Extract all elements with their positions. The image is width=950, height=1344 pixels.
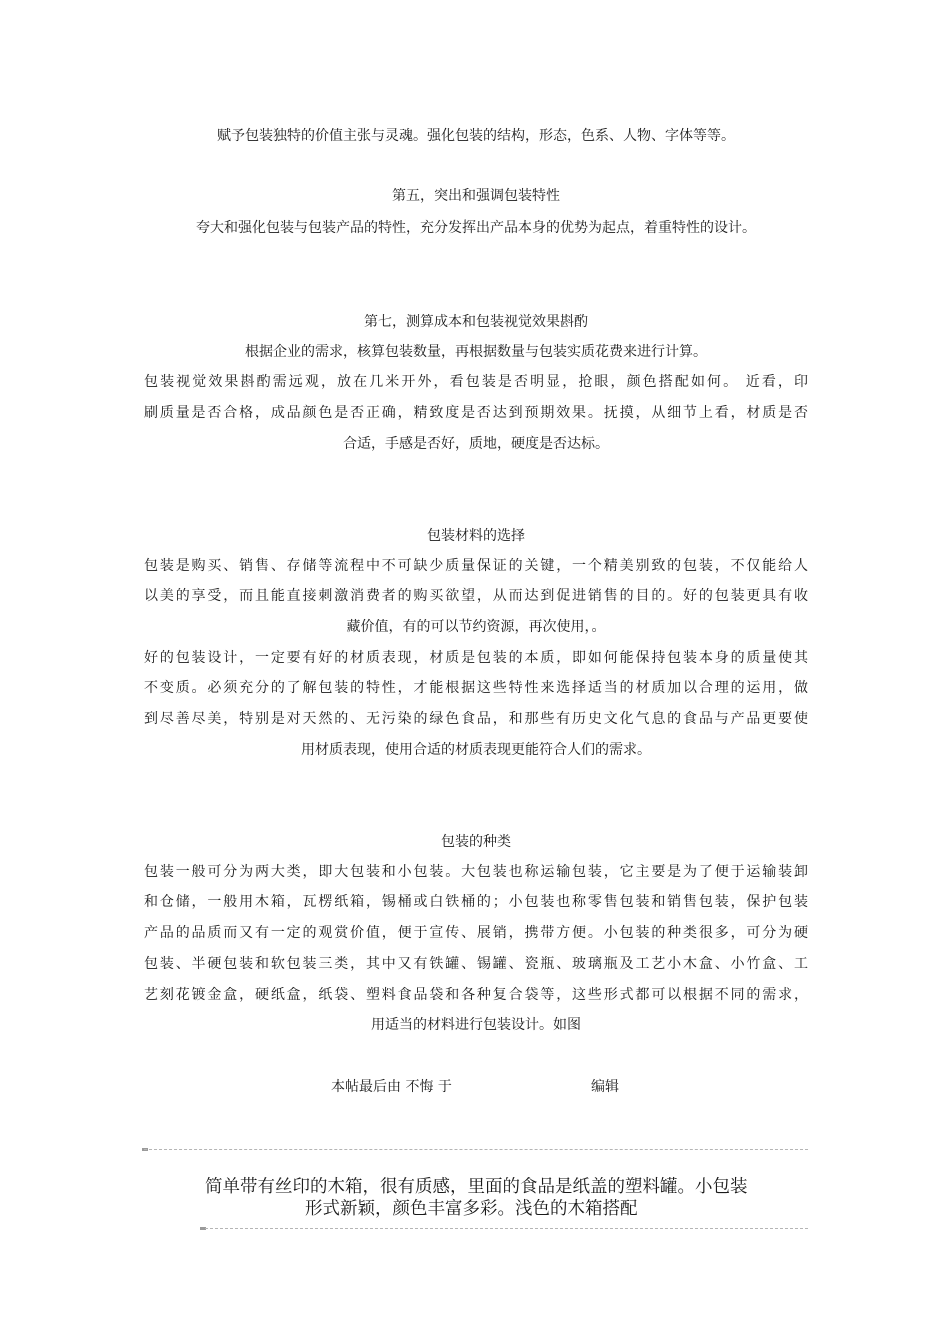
caption-line: 形式新颖，颜色丰富多彩。浅色的木箱搭配 <box>305 1199 638 1219</box>
types-line: 产品的品质而又有一定的观赏价值，便于宣传、展销，携带方便。小包装的种类很多，可分为硬 <box>144 925 808 941</box>
intro-line: 赋予包装独特的价值主张与灵魂。强化包装的结构，形态，色系、人物、字体等等。 <box>217 128 735 144</box>
materials-line: 包装是购买、销售、存储等流程中不可缺少质量保证的关键，一个精美别致的包装，不仅能给人 <box>144 558 808 574</box>
section-seven-heading: 第七，测算成本和包装视觉效果斟酌 <box>364 314 588 330</box>
section-seven-line: 合适，手感是否好，质地，硬度是否达标。 <box>343 436 609 452</box>
section-seven-line: 根据企业的需求，核算包装数量，再根据数量与包装实质花费来进行计算。 <box>245 344 707 360</box>
types-heading: 包装的种类 <box>441 834 511 850</box>
types-line: 用适当的材料进行包装设计。如图 <box>371 1017 581 1033</box>
caption-line: 简单带有丝印的木箱，很有质感，里面的食品是纸盖的塑料罐。小包装 <box>205 1177 748 1197</box>
materials-line: 到尽善尽美，特别是对天然的、无污染的绿色食品，和那些有历史文化气息的食品与产品更要使 <box>144 711 808 727</box>
section-five-body: 夸大和强化包装与包装产品的特性，充分发挥出产品本身的优势为起点，着重特性的设计。 <box>196 220 756 236</box>
types-line: 和仓储，一般用木箱，瓦楞纸箱，锡桶或白铁桶的；小包装也称零售包装和销售包装，保护包装 <box>144 894 808 910</box>
types-line: 艺刻花镀金盒，硬纸盒，纸袋、塑料食品袋和各种复合袋等，这些形式都可以根据不同的需求， <box>144 987 808 1003</box>
types-line: 包装一般可分为两大类，即大包装和小包装。大包装也称运输包装，它主要是为了便于运输装卸 <box>144 864 808 880</box>
edit-note-action: 编辑 <box>591 1079 619 1095</box>
caption-bottom-divider <box>205 1228 808 1229</box>
section-seven-line: 包装视觉效果斟酌需远观，放在几米开外，看包装是否明显，抢眼，颜色搭配如何。 近看，印 <box>144 374 808 390</box>
caption-top-divider <box>144 1149 808 1150</box>
section-seven-line: 刷质量是否合格，成品颜色是否正确，精致度是否达到预期效果。抚摸，从细节上看，材质是否 <box>144 405 808 421</box>
materials-line: 用材质表现，使用合适的材质表现更能符合人们的需求。 <box>301 742 651 758</box>
materials-heading: 包装材料的选择 <box>427 528 525 544</box>
edit-note-text: 本帖最后由 不悔 于 <box>331 1079 452 1095</box>
materials-line: 不变质。必须充分的了解包装的特性，才能根据这些特性来选择适当的材质加以合理的运用，做 <box>144 680 808 696</box>
materials-line: 好的包装设计，一定要有好的材质表现，材质是包装的本质，即如何能保持包装本身的质量使其 <box>144 650 808 666</box>
materials-line: 藏价值，有的可以节约资源，再次使用，。 <box>346 619 606 635</box>
section-five-heading: 第五，突出和强调包装特性 <box>392 188 560 204</box>
types-line: 包装、半硬包装和软包装三类，其中又有铁罐、锡罐、瓷瓶、玻璃瓶及工艺小木盒、小竹盒、工 <box>144 956 808 972</box>
materials-line: 以美的享受，而且能直接刺激消费者的购买欲望，从而达到促进销售的目的。好的包装更具有收 <box>144 588 808 604</box>
